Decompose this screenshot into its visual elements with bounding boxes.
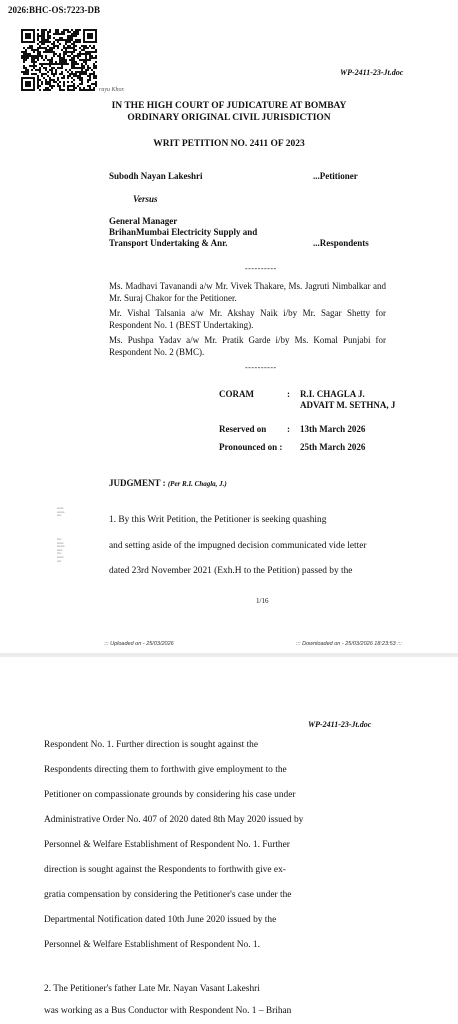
page2-body-line: direction is sought against the Respondents to forthwith give ex- bbox=[44, 865, 286, 875]
counsel-petitioner: Ms. Madhavi Tavanandi a/w Mr. Vivek Thakare, Ms. Jagruti Nimbalkar and Mr. Suraj Chakor for the Petitioner. bbox=[109, 281, 386, 303]
respondent-role: ...Respondents bbox=[313, 238, 369, 248]
court-name: IN THE HIGH COURT OF JUDICATURE AT BOMBAY bbox=[111, 101, 347, 111]
uploaded-footer: ::: Uploaded on - 25/03/2026 bbox=[104, 641, 174, 647]
page1-body-line: dated 23rd November 2021 (Exh.H to the Petition) passed by the bbox=[109, 566, 353, 576]
page2-body-line: Personnel & Welfare Establishment of Respondent No. 1. Further bbox=[44, 840, 290, 850]
digital-signature-name: rayu Khor. bbox=[99, 87, 125, 93]
judge-1: R.I. CHAGLA J. bbox=[300, 389, 365, 399]
page2-body-line: Respondent No. 1. Further direction is sought against the bbox=[44, 740, 259, 750]
judgment-author: (Per R.I. Chagla, J.) bbox=[167, 480, 227, 488]
neutral-citation: 2026:BHC-OS:7223-DB bbox=[8, 5, 100, 15]
page1-body-line: and setting aside of the impugned decision communicated vide letter bbox=[109, 541, 367, 551]
versus-label: Versus bbox=[133, 194, 158, 204]
page2-body-line: gratia compensation by considering the Petitioner's case under the bbox=[44, 890, 292, 900]
qr-code bbox=[21, 29, 97, 91]
margin-stamp-seal-2: ▪▪▪▪ ▪▪▪▪▪▪ ▪▪▪▪▪▪▪ ▪▪▪▪▪ ▪▪▪▪ ▪▪▪▪▪▪ ▪▪▪▪ bbox=[57, 537, 65, 563]
judge-2: ADVAIT M. SETHNA, J bbox=[300, 400, 396, 410]
coram-colon: : bbox=[287, 424, 290, 434]
page2-body-line: Administrative Order No. 407 of 2020 dated 8th May 2020 issued by bbox=[44, 815, 304, 825]
pronounced-date: 25th March 2026 bbox=[300, 442, 366, 452]
page2-body-line: Personnel & Welfare Establishment of Respondent No. 1. bbox=[44, 940, 260, 950]
margin-stamp-seal-1: ▪▪▪▪▪▪ ▪▪▪▪▪▪▪ ▪▪▪▪ bbox=[57, 506, 65, 518]
counsel-respondent-1: Mr. Vishal Talsania a/w Mr. Akshay Naik i/by Mr. Sagar Shetty for Respondent No. 1 (BEST Undertaking). bbox=[109, 308, 386, 330]
judgment-heading: JUDGMENT : bbox=[109, 478, 166, 488]
downloaded-footer: ::: Downloaded on - 25/03/2026 18:23:53 ::: bbox=[296, 641, 402, 647]
coram-colon: : bbox=[287, 389, 290, 399]
jurisdiction: ORDINARY ORIGINAL CIVIL JURISDICTION bbox=[127, 113, 331, 123]
reserved-date: 13th March 2026 bbox=[300, 424, 366, 434]
document-reference: WP-2411-23-Jt.doc bbox=[308, 720, 372, 729]
page-divider bbox=[0, 653, 458, 657]
page2-body-line: 2. The Petitioner's father Late Mr. Nayan Vasant Lakeshri bbox=[44, 984, 260, 994]
petition-number: WRIT PETITION NO. 2411 OF 2023 bbox=[153, 139, 305, 149]
respondent-line-3: Transport Undertaking & Anr. bbox=[109, 238, 228, 248]
separator-line: ---------- bbox=[245, 264, 277, 273]
page2-body-line: Petitioner on compassionate grounds by considering his case under bbox=[44, 790, 296, 800]
respondent-line-1: General Manager bbox=[109, 216, 178, 226]
petitioner-name: Subodh Nayan Lakeshri bbox=[109, 171, 203, 181]
page-number: 1/16 bbox=[256, 597, 269, 605]
coram-label: CORAM bbox=[219, 389, 254, 399]
separator-line: ---------- bbox=[245, 363, 277, 372]
page1-body-line: 1. By this Writ Petition, the Petitioner is seeking quashing bbox=[109, 515, 327, 525]
page2-body-line: Departmental Notification dated 10th June 2020 issued by the bbox=[44, 915, 277, 925]
reserved-label: Reserved on bbox=[219, 424, 267, 434]
counsel-respondent-2: Ms. Pushpa Yadav a/w Mr. Pratik Garde i/by Ms. Komal Punjabi for Respondent No. 2 (BMC). bbox=[109, 335, 386, 357]
petitioner-role: ...Petitioner bbox=[313, 171, 358, 181]
judgment-label bbox=[109, 478, 227, 488]
page2-body-line: Respondents directing them to forthwith give employment to the bbox=[44, 765, 287, 775]
document-reference: WP-2411-23-Jt.doc bbox=[340, 68, 404, 77]
respondent-line-2: BrihanMumbai Electricity Supply and bbox=[109, 227, 258, 237]
page2-body-line: was working as a Bus Conductor with Respondent No. 1 – Brihan bbox=[44, 1006, 292, 1016]
pronounced-label: Pronounced on : bbox=[219, 442, 283, 452]
